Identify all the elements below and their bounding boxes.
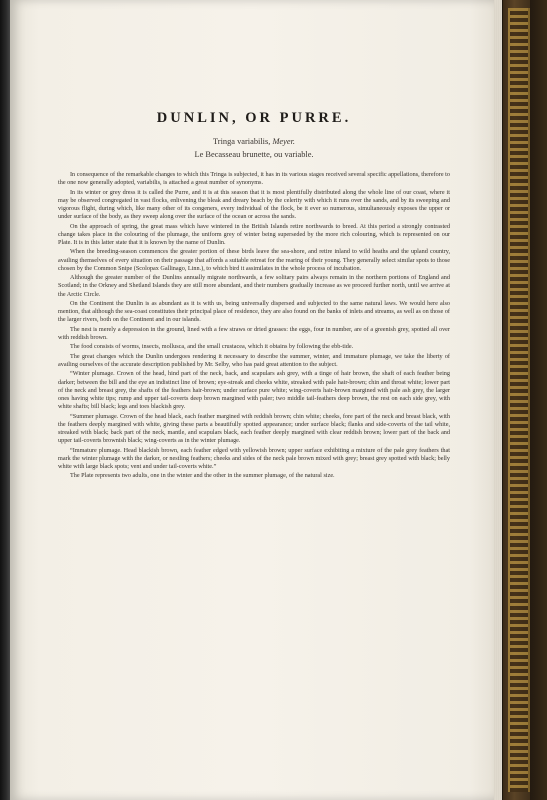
paragraph-4: When the breeding-season commences the greater portion of these birds leave the sea-shore, and retire inland to wild heaths and the upland country, availing themselves of every situation on their passage that affords a suitable retreat for the rearing of their young. They generally select similar spots to those chosen by the Common Snipe (Scolopax Gallinago, Linn.), to which bird it assimilates in the whole process of incubation. [58, 248, 450, 272]
paragraph-winter-plumage: “Winter plumage. Crown of the head, hind part of the neck, back, and scapulars ash grey, with a tinge of hair brown, the shaft of each feather being darker; between the bill and the eye an indistinct line of brown; eye-streak and cheeks white, streaked with pale hair-brown; chin and throat white; lower part of the neck and breast grey, the shafts of the feathers hair-brown; under surface pure white; wing-coverts hair-brown margined with pale ash grey, the larger ones having white tips; rump and upper tail-coverts deep brown margined with paler; two middle tail-feathers deep brown, the rest on each side grey, with white shafts; bill black; legs and toes blackish grey. [58, 370, 450, 411]
paragraph-9: The great changes which the Dunlin undergoes rendering it necessary to describe the summer, winter, and immature plumage, we take the liberty of availing ourselves of the accurate description published by Mr. Selby, who has paid great attention to the subject. [58, 352, 450, 368]
paragraph-2: In its winter or grey dress it is called the Purre, and it is at this season that it is most plentifully distributed along the whole line of our coast, where it may be observed congregated in vast flocks, enlivening the bleak and dreary beach by the celerity with which it runs over the sands, and by its sweeping and vigorous flight, during which, like many other of its congeners, every individual of the flock, be it ever so numerous, simultaneously exposes the upper or under surface of the body, as they sweep along over the surface of the ocean or across the sands. [58, 188, 450, 221]
page-title: DUNLIN, OR PURRE. [156, 110, 352, 126]
paragraph-summer-plumage: “Summer plumage. Crown of the head black, each feather margined with reddish brown; chin white; cheeks, fore part of the neck and breast black, with the feathers deeply margined with white, giving these parts a beautifully spotted appearance; under surface black; flanks and side-coverts of the tail white, streaked with black; back part of the neck, mantle, and scapulars black, each feather deeply margined with clear reddish brown; lower part of the back and upper tail-coverts brownish black; wing-coverts as in the winter plumage. [58, 412, 450, 445]
paragraph-1: In consequence of the remarkable changes to which this Tringa is subjected, it has in its various stages received several specific appellations, therefore to the one now generally adopted, variabilis, is attached a great number of synonyms. [58, 171, 450, 187]
paragraph-8: The food consists of worms, insects, mollusca, and the small crustacea, which it obtains by following the ebb-tide. [70, 343, 354, 351]
paragraph-6: On the Continent the Dunlin is as abundant as it is with us, being universally dispersed and subjected to the same natural laws. We would here also mention, that although the sea-coast constitutes their principal place of residence, they are also found on the banks of inlets and streams, as well as on those of the larger rivers, both on the Continent and in our islands. [58, 299, 450, 324]
paragraph-plate-note: The Plate represents two adults, one in the winter and the other in the summer plumage, of the natural size. [70, 472, 335, 480]
latin-author: Meyer. [272, 137, 296, 146]
french-name: Le Becasseau brunette, ou variable. [194, 150, 314, 159]
paragraph-immature-plumage: “Immature plumage. Head blackish brown, each feather edged with yellowish brown; upper surface exhibiting a mixture of the pale grey feathers that mark the winter plumage with the darker, or nestling feathers; cheeks and sides of the neck pale brown mixed with grey; breast grey spotted with black; belly white with large black spots; vent and under tail-coverts white.” [58, 446, 450, 470]
paragraph-3: On the approach of spring, the great mass which have wintered in the British Islands retire northwards to breed. At this period a strongly contrasted change takes place in the colouring of the plumage, the uniform grey of winter being superseded by the more rich colouring, which is represented on our Plate. It is in this latter state that it is known by the name of Dunlin. [58, 222, 450, 246]
gilt-border-ornament [508, 8, 530, 792]
page-content [58, 110, 450, 482]
book-spine [0, 0, 10, 800]
latin-name-line [58, 137, 450, 146]
paragraph-7: The nest is merely a depression in the ground, lined with a few straws or dried grasses: the eggs, four in number, are of a greenish grey, spotted all over with reddish brown. [58, 325, 450, 341]
latin-name: Tringa variabilis, [212, 137, 271, 146]
paragraph-5: Although the greater number of the Dunlins annually migrate northwards, a few solitary pairs always remain in the northern portions of England and Scotland; in the Orkney and Shetland Islands they are still more abundant, and their numbers gradually increase as we proceed further north, until we arrive at the Arctic Circle. [58, 274, 450, 298]
page-edge [494, 0, 502, 800]
cover-edge [530, 0, 547, 800]
